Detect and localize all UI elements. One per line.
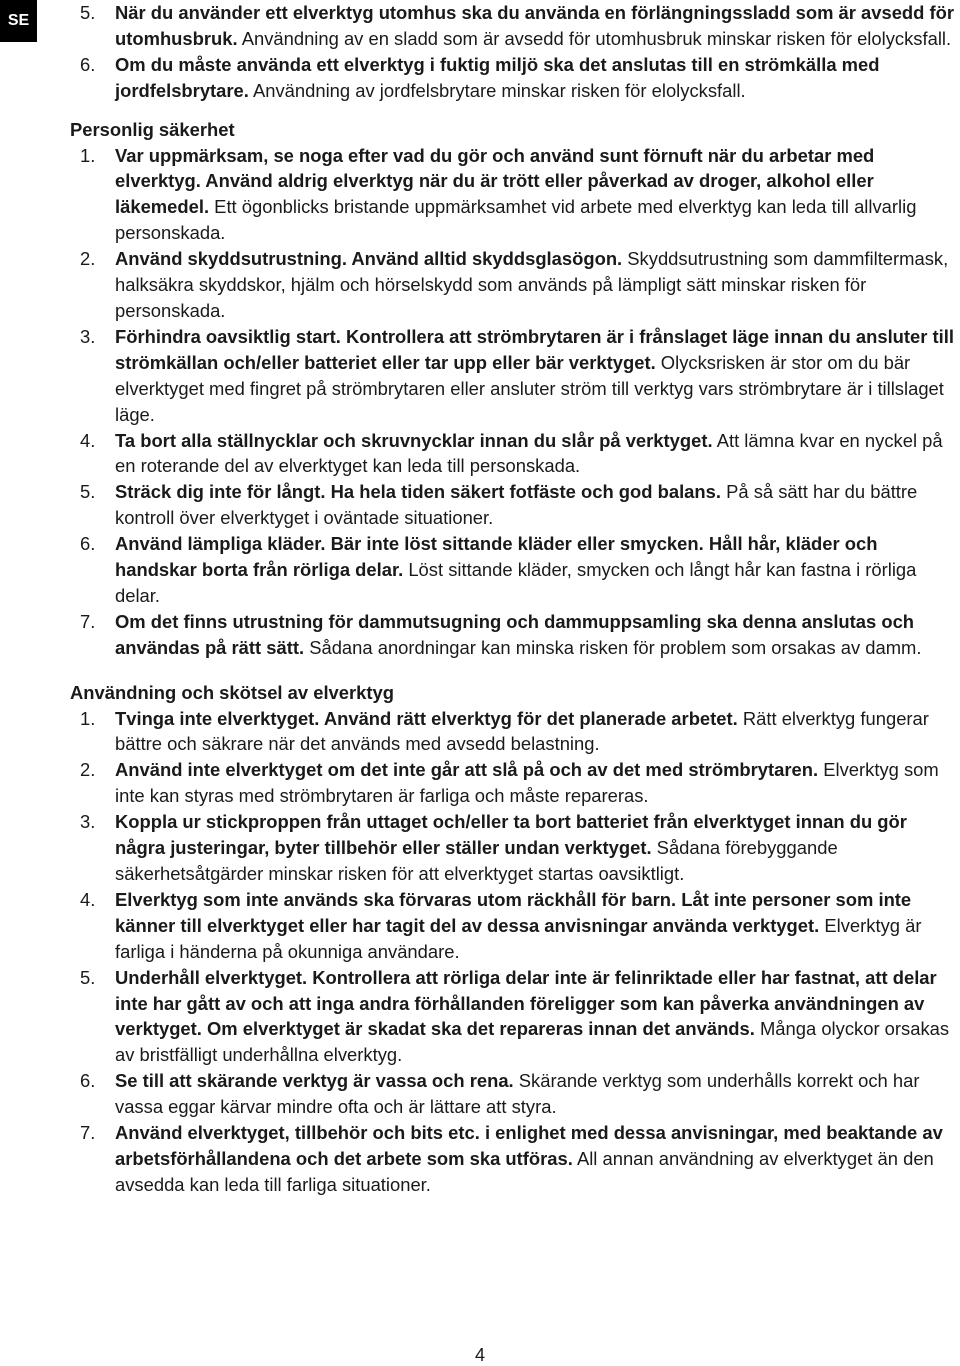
item-number: 4. [80,888,96,910]
list-item [70,887,958,965]
list-item [70,0,958,52]
item-text: Elverktyg som inte kan styras med strömbrytaren är farliga och måste repareras. [115,759,939,807]
item-text: Skärande verktyg som underhålls korrekt och har vassa eggar kärvar mindre ofta och är lättare att styra. [115,1070,920,1118]
item-bold-text: Om det finns utrustning för dammutsugning och dammuppsamling ska denna anslutas och användas på rätt sätt. [115,610,915,658]
item-number: 5. [80,481,96,503]
list-item [70,531,958,609]
item-bold-text: Se till att skärande verktyg är vassa och rena. [115,1070,514,1092]
item-bold-text: Tvinga inte elverktyget. Använd rätt elverktyg för det planerade arbetet. [115,707,738,729]
item-number: 1. [80,144,96,166]
list-item [70,609,958,661]
item-text: Löst sittande kläder, smycken och långt hår kan fastna i rörliga delar. [115,559,917,606]
personal-safety-list [70,143,958,661]
list-item [70,246,958,324]
item-text: På så sätt har du bättre kontroll över elverktyget i oväntade situationer. [115,481,918,529]
item-number: 6. [80,1070,96,1092]
list-item [70,965,958,1069]
item-bold-text: Använd lämpliga kläder. Bär inte löst sittande kläder eller smycken. Håll hår, kläder och handskar borta från rörliga delar. [115,533,878,581]
tool-use-list [70,706,958,1198]
item-number: 2. [80,759,96,781]
item-number: 7. [80,610,96,632]
list-item [70,428,958,480]
item-bold-text: Om du måste använda ett elverktyg i fuktig miljö ska det anslutas till en strömkälla med jordfelsbrytare. [115,53,880,101]
list-item [70,52,958,104]
item-text: Elverktyg är farliga i händerna på okunniga användare. [115,914,922,962]
item-number: 5. [80,966,96,988]
item-bold-text: Förhindra oavsiktlig start. Kontrollera att strömbrytaren är i frånslaget läge innan du ansluter till strömkällan och/eller batteriet eller tar upp eller bär verktyget. [115,325,954,373]
item-number: 4. [80,429,96,451]
item-text: All annan användning av elverktyget än den avsedda kan leda till farliga situationer. [115,1147,934,1195]
list-item [70,809,958,887]
item-text: Rätt elverktyg fungerar bättre och säkrare när det används med avsedd belastning. [115,707,929,755]
item-number: 3. [80,811,96,833]
item-bold-text: Använd inte elverktyget om det inte går att slå på och av det med strömbrytaren. [115,759,819,781]
item-text: Sådana anordningar kan minska risken för problem som orsakas av damm. [304,636,922,658]
item-number: 5. [80,2,96,23]
page-number: 4 [474,1345,485,1365]
item-text: Många olyckor orsakas av bristfälligt underhållna elverktyg. [115,1018,950,1066]
item-text: Användning av jordfelsbrytare minskar risken för elolycksfall. [248,79,746,101]
item-bold-text: Elverktyg som inte används ska förvaras utom räckhåll för barn. Låt inte personer som inte känner till elverktyget eller har tagit del av dessa anvisningar använda verktyget. [115,888,912,936]
list-item [70,1068,958,1120]
item-bold-text: Koppla ur stickproppen från uttaget och/eller ta bort batteriet från elverktyget innan du gör några justeringar, byter tillbehör eller ställer undan verktyget. [115,811,907,859]
list-item [70,757,958,809]
item-number: 3. [80,325,96,347]
list-item [70,706,958,758]
item-bold-text: Sträck dig inte för långt. Ha hela tiden säkert fotfäste och god balans. [115,481,721,503]
item-text: Skyddsutrustning som dammfiltermask, halksäkra skyddskor, hjälm och hörselskydd som används på lämpligt sätt minskar risken för personskada. [115,248,949,321]
item-number: 2. [80,248,96,270]
item-bold-text: Använd elverktyget, tillbehör och bits etc. i enlighet med dessa anvisningar, med beaktande av arbetsförhållandena och det arbete som ska utföras. [115,1122,943,1169]
item-text: Olycksrisken är stor om du bär elverktyget med fingret på strömbrytaren eller ansluter ström till verktyg vars strömbrytare är i tillslaget läge. [115,351,944,425]
list-item [70,324,958,428]
list-item [70,479,958,531]
item-number: 1. [80,707,96,729]
electrical-safety-list [70,0,958,104]
item-number: 7. [80,1122,96,1144]
item-text: Ett ögonblicks bristande uppmärksamhet vid arbete med elverktyg kan leda till allvarlig personskada. [115,196,917,244]
item-bold-text: Ta bort alla ställnycklar och skruvnycklar innan du slår på verktyget. [115,429,713,451]
item-text: Att lämna kvar en nyckel på en roterande del av elverktyget kan leda till personskada. [115,429,943,477]
section-heading-tool-use-and-care: Användning och skötsel av elverktyg [70,681,394,703]
list-item [70,143,958,247]
document-body [70,0,958,1198]
item-text: Användning av en sladd som är avsedd för utomhusbruk minskar risken för elolycksfall. [237,27,952,49]
item-bold-text: När du använder ett elverktyg utomhus ska du använda en förlängningssladd som är avsedd för utomhusbruk. [115,2,955,49]
item-text: Sådana förebyggande säkerhetsåtgärder minskar risken för att elverktyget startas oavsiktligt. [115,837,838,884]
item-bold-text: Underhåll elverktyget. Kontrollera att rörliga delar inte är felinriktade eller har fastnat, att delar inte har gått av och att inga andra förhållanden föreligger som kan påverka användningen av verktyget. Om elverktyget är skadat ska det repareras innan det används. [115,966,937,1040]
item-number: 6. [80,53,96,75]
section-heading-personal-safety: Personlig säkerhet [70,118,235,140]
list-item [70,1120,958,1198]
language-tab: SE [0,0,37,42]
item-bold-text: Använd skyddsutrustning. Använd alltid skyddsglasögon. [115,248,623,270]
item-bold-text: Var uppmärksam, se noga efter vad du gör och använd sunt förnuft när du arbetar med elverktyg. Använd aldrig elverktyg när du är trött eller påverkad av droger, alkohol eller läkemedel. [115,144,875,218]
item-number: 6. [80,533,96,555]
